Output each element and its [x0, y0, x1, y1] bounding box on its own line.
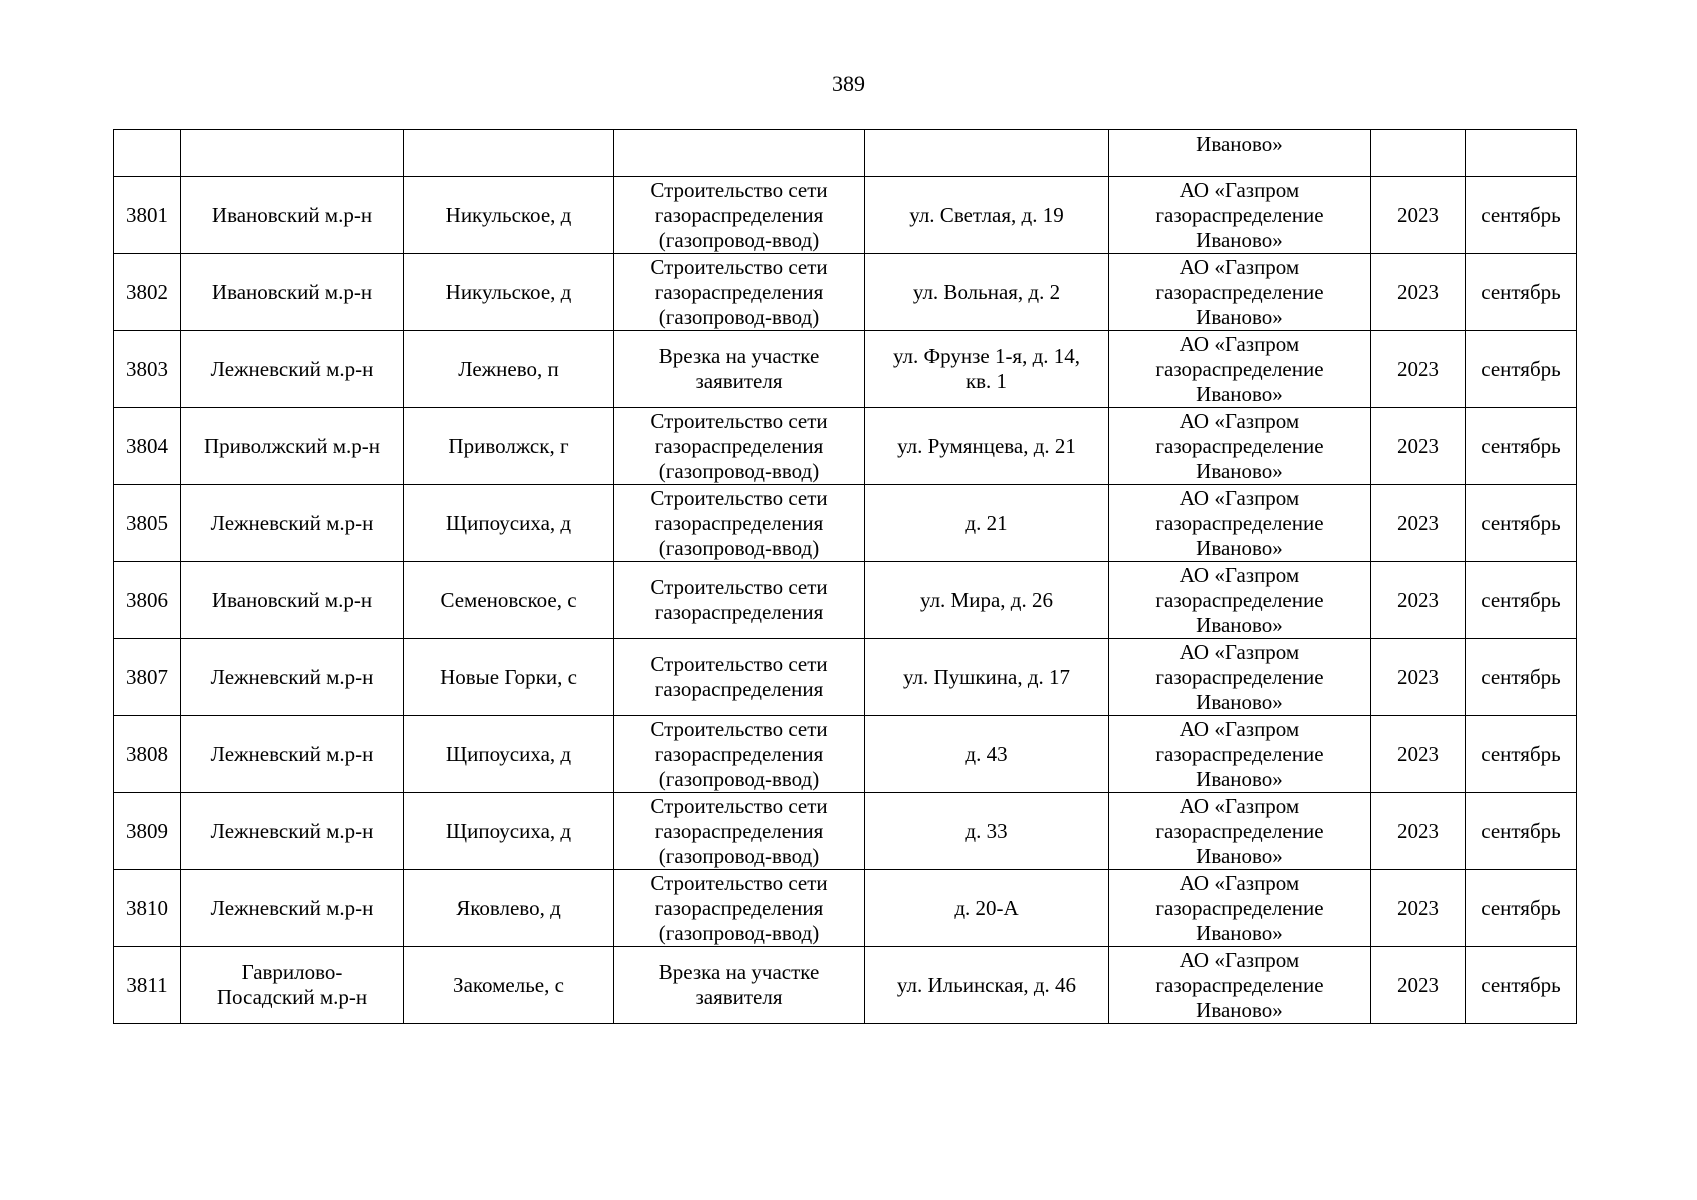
cell-num: 3803	[114, 331, 181, 408]
cell-org: АО «Газпром газораспределение Иваново»	[1109, 254, 1371, 331]
cell-year: 2023	[1371, 639, 1466, 716]
cell-locality: Никульское, д	[404, 254, 614, 331]
cell-month: сентябрь	[1466, 562, 1577, 639]
gasification-table	[113, 129, 1577, 1024]
table-row	[114, 331, 1577, 408]
cell-num: 3804	[114, 408, 181, 485]
cell-district	[181, 130, 404, 177]
table-row	[114, 177, 1577, 254]
cell-locality: Новые Горки, с	[404, 639, 614, 716]
cell-num: 3802	[114, 254, 181, 331]
cell-work: Строительство сети газораспределения	[614, 639, 865, 716]
cell-org: АО «Газпром газораспределение Иваново»	[1109, 485, 1371, 562]
cell-locality: Щипоусиха, д	[404, 485, 614, 562]
cell-address: д. 33	[865, 793, 1109, 870]
cell-num: 3808	[114, 716, 181, 793]
cell-month: сентябрь	[1466, 408, 1577, 485]
cell-org: АО «Газпром газораспределение Иваново»	[1109, 947, 1371, 1024]
cell-work: Врезка на участке заявителя	[614, 947, 865, 1024]
cell-num: 3810	[114, 870, 181, 947]
cell-num: 3806	[114, 562, 181, 639]
cell-num	[114, 130, 181, 177]
cell-address: ул. Пушкина, д. 17	[865, 639, 1109, 716]
cell-year: 2023	[1371, 177, 1466, 254]
cell-num: 3805	[114, 485, 181, 562]
cell-address	[865, 130, 1109, 177]
cell-work: Строительство сети газораспределения	[614, 562, 865, 639]
cell-month: сентябрь	[1466, 485, 1577, 562]
cell-work: Строительство сети газораспределения (газопровод-ввод)	[614, 177, 865, 254]
cell-address: ул. Мира, д. 26	[865, 562, 1109, 639]
cell-year: 2023	[1371, 331, 1466, 408]
cell-district: Приволжский м.р-н	[181, 408, 404, 485]
table-row	[114, 793, 1577, 870]
cell-year: 2023	[1371, 870, 1466, 947]
cell-address: д. 43	[865, 716, 1109, 793]
cell-work: Строительство сети газораспределения (газопровод-ввод)	[614, 254, 865, 331]
table-row	[114, 485, 1577, 562]
cell-address: д. 21	[865, 485, 1109, 562]
cell-district: Лежневский м.р-н	[181, 331, 404, 408]
cell-district: Гаврилово- Посадский м.р-н	[181, 947, 404, 1024]
cell-num: 3807	[114, 639, 181, 716]
cell-org: АО «Газпром газораспределение Иваново»	[1109, 408, 1371, 485]
cell-month: сентябрь	[1466, 639, 1577, 716]
cell-month	[1466, 130, 1577, 177]
cell-work: Строительство сети газораспределения (газопровод-ввод)	[614, 793, 865, 870]
cell-locality: Приволжск, г	[404, 408, 614, 485]
cell-locality: Яковлево, д	[404, 870, 614, 947]
cell-month: сентябрь	[1466, 870, 1577, 947]
cell-district: Ивановский м.р-н	[181, 254, 404, 331]
cell-address: д. 20-А	[865, 870, 1109, 947]
cell-locality: Щипоусиха, д	[404, 716, 614, 793]
cell-year: 2023	[1371, 947, 1466, 1024]
cell-address: ул. Румянцева, д. 21	[865, 408, 1109, 485]
cell-year: 2023	[1371, 716, 1466, 793]
cell-year: 2023	[1371, 408, 1466, 485]
cell-month: сентябрь	[1466, 177, 1577, 254]
cell-address: ул. Фрунзе 1-я, д. 14, кв. 1	[865, 331, 1109, 408]
cell-locality: Лежнево, п	[404, 331, 614, 408]
cell-district: Лежневский м.р-н	[181, 485, 404, 562]
cell-district: Лежневский м.р-н	[181, 870, 404, 947]
cell-work: Строительство сети газораспределения (газопровод-ввод)	[614, 408, 865, 485]
cell-org: Иваново»	[1109, 130, 1371, 177]
cell-month: сентябрь	[1466, 716, 1577, 793]
cell-year	[1371, 130, 1466, 177]
cell-locality: Закомелье, с	[404, 947, 614, 1024]
cell-month: сентябрь	[1466, 947, 1577, 1024]
cell-work: Строительство сети газораспределения (газопровод-ввод)	[614, 485, 865, 562]
cell-district: Ивановский м.р-н	[181, 177, 404, 254]
table-row	[114, 408, 1577, 485]
cell-org: АО «Газпром газораспределение Иваново»	[1109, 870, 1371, 947]
cell-org: АО «Газпром газораспределение Иваново»	[1109, 331, 1371, 408]
table-row	[114, 254, 1577, 331]
cell-org: АО «Газпром газораспределение Иваново»	[1109, 639, 1371, 716]
cell-year: 2023	[1371, 562, 1466, 639]
cell-district: Лежневский м.р-н	[181, 793, 404, 870]
cell-work: Врезка на участке заявителя	[614, 331, 865, 408]
cell-work	[614, 130, 865, 177]
cell-month: сентябрь	[1466, 793, 1577, 870]
cell-work: Строительство сети газораспределения (газопровод-ввод)	[614, 716, 865, 793]
cell-num: 3801	[114, 177, 181, 254]
cell-org: АО «Газпром газораспределение Иваново»	[1109, 716, 1371, 793]
cell-locality: Никульское, д	[404, 177, 614, 254]
continuation-row	[114, 130, 1577, 177]
cell-district: Лежневский м.р-н	[181, 639, 404, 716]
table-row	[114, 947, 1577, 1024]
cell-year: 2023	[1371, 485, 1466, 562]
cell-locality: Щипоусиха, д	[404, 793, 614, 870]
cell-address: ул. Ильинская, д. 46	[865, 947, 1109, 1024]
cell-district: Лежневский м.р-н	[181, 716, 404, 793]
cell-locality	[404, 130, 614, 177]
page-number: 389	[832, 71, 865, 96]
table-row	[114, 716, 1577, 793]
cell-org: АО «Газпром газораспределение Иваново»	[1109, 562, 1371, 639]
cell-locality: Семеновское, с	[404, 562, 614, 639]
table-row	[114, 870, 1577, 947]
cell-district: Ивановский м.р-н	[181, 562, 404, 639]
table-body	[114, 130, 1577, 1024]
table-row	[114, 639, 1577, 716]
cell-num: 3809	[114, 793, 181, 870]
cell-year: 2023	[1371, 254, 1466, 331]
cell-org: АО «Газпром газораспределение Иваново»	[1109, 177, 1371, 254]
cell-num: 3811	[114, 947, 181, 1024]
cell-year: 2023	[1371, 793, 1466, 870]
cell-address: ул. Вольная, д. 2	[865, 254, 1109, 331]
cell-month: сентябрь	[1466, 331, 1577, 408]
table-row	[114, 562, 1577, 639]
cell-address: ул. Светлая, д. 19	[865, 177, 1109, 254]
cell-org: АО «Газпром газораспределение Иваново»	[1109, 793, 1371, 870]
cell-work: Строительство сети газораспределения (газопровод-ввод)	[614, 870, 865, 947]
cell-month: сентябрь	[1466, 254, 1577, 331]
